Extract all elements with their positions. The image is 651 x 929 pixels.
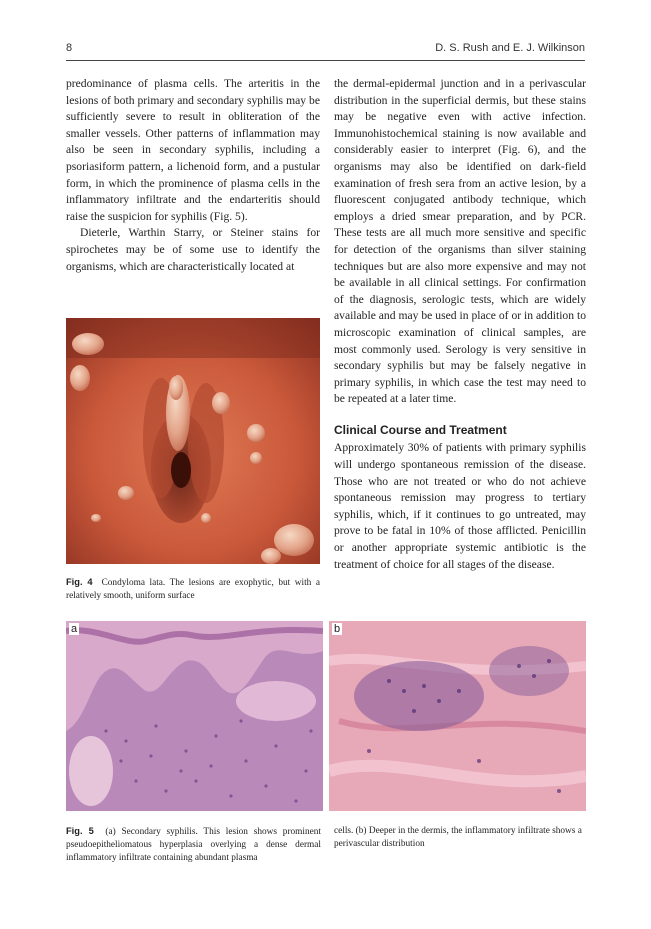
running-authors: D. S. Rush and E. J. Wilkinson	[435, 42, 585, 54]
figure-4-photo	[66, 318, 320, 564]
figure-5a-micrograph	[66, 621, 323, 811]
figure-5-caption-left-text: (a) Secondary syphilis. This lesion shows prominent pseudoepitheliomatous hyperplasia overlying a dense dermal inflammatory infiltrate containing abundant plasma	[66, 827, 322, 863]
left-paragraph-1: predominance of plasma cells. The arteritis in the lesions of both primary and secondary syphilis may be sufficiently severe to result in obliteration of the smaller vessels. Other patterns of inflammation may also be seen in secondary syphilis, including a psoriasiform pattern, a lichenoid form, and a pustular form, in which the prominence of plasma cells in the inflammatory infiltrate and the endarteritis should raise the suspicion for syphilis (Fig. 5).	[66, 77, 320, 223]
right-column	[334, 76, 586, 573]
figure-5-caption-right-text: cells. (b) Deeper in the dermis, the inflammatory infiltrate shows a perivascular distribution	[334, 826, 582, 849]
figure-5b-micrograph	[329, 621, 586, 811]
page-number: 8	[66, 42, 73, 54]
left-paragraph-2: Dieterle, Warthin Starry, or Steiner stains for spirochetes may be of some use to identify the organisms, which are characteristically located at	[66, 226, 320, 273]
right-paragraph-1: the dermal-epidermal junction and in a perivascular distribution in the superficial dermis, but these stains may be negative even with active infection. Immunohistochemical staining is now available and considerably easier to interpret (Fig. 6), and the organisms may also be identified on dark-field examination of fresh sera from an active lesion, by a fluorescent conjugated antibody technique, which employs a dried smear preparation, and by PCR. These tests are all much more sensitive and specific for detection of the organisms than silver staining techniques but are also more expensive and may not be available in all clinical settings. For confirmation of the diagnosis, serologic tests, which are widely available and may be used in place of or in addition to microscopic examination of clinical samples, are most commonly used. Serology is very sensitive in secondary syphilis but may be falsely negative in primary syphilis, in which case the test may need to be repeated at a later time.	[334, 77, 586, 406]
figure-5b-panel-letter: b	[334, 623, 341, 635]
figure-4-label: Fig. 4	[66, 577, 93, 587]
section-heading: Clinical Course and Treatment	[334, 422, 507, 437]
right-paragraph-2: Approximately 30% of patients with primary syphilis will undergo spontaneous remission of the disease. Those who are not treated or who do not achieve spontaneous remission may progress to tertiary syphilis, which, if it continues to go untreated, may prove to be fatal in 10% of those afflicted. Penicillin or another appropriate systemic antibiotic is the treatment of choice for all stages of the disease.	[334, 441, 586, 571]
left-column	[66, 76, 320, 275]
running-header	[66, 38, 585, 61]
figure-5-label: Fig. 5	[66, 826, 94, 836]
figure-5-caption-left	[66, 825, 321, 865]
figure-4-caption-text: Condyloma lata. The lesions are exophytic, but with a relatively smooth, uniform surface	[66, 578, 320, 601]
figure-5-caption-right	[334, 825, 586, 851]
figure-5a-panel-letter: a	[71, 623, 78, 635]
figure-4-caption	[66, 576, 320, 603]
